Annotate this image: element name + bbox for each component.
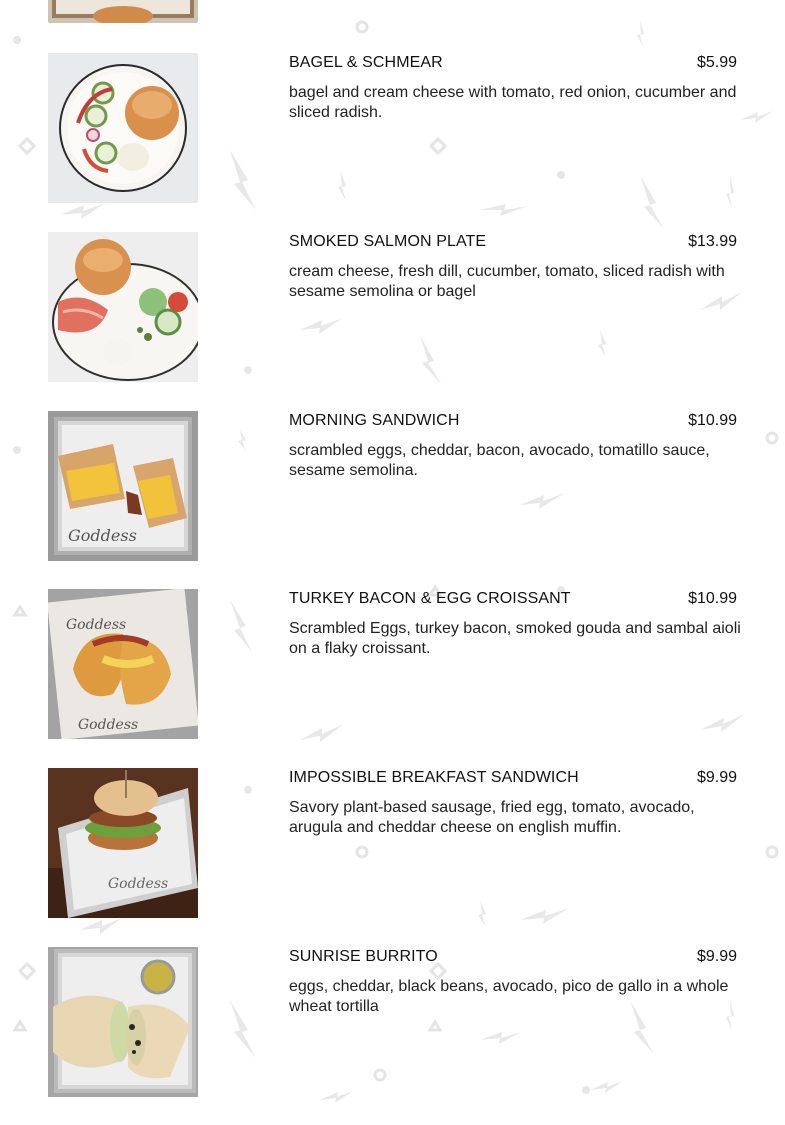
item-price: $9.99 bbox=[696, 948, 737, 965]
svg-text:Goddess: Goddess bbox=[78, 717, 139, 733]
previous-item-photo bbox=[48, 0, 198, 23]
bagel-schmear-photo bbox=[48, 53, 198, 203]
turkey-bacon-egg-croissant-photo bbox=[48, 589, 198, 739]
svg-text:Goddess: Goddess bbox=[66, 617, 127, 633]
item-name: TURKEY BACON & EGG CROISSANT bbox=[289, 590, 571, 607]
item-price: $9.99 bbox=[696, 769, 737, 786]
menu-item-bagel-schmear[interactable] bbox=[0, 53, 785, 203]
menu-item-turkey-bacon-egg-croissant[interactable] bbox=[0, 589, 785, 739]
svg-text:Goddess: Goddess bbox=[68, 526, 137, 545]
menu-item-sunrise-burrito[interactable] bbox=[0, 947, 785, 1097]
item-name: IMPOSSIBLE BREAKFAST SANDWICH bbox=[289, 769, 579, 786]
item-name: MORNING SANDWICH bbox=[289, 412, 460, 429]
item-name: SMOKED SALMON PLATE bbox=[289, 233, 487, 250]
item-description: Scrambled Eggs, turkey bacon, smoked gouda and sambal aioli on a flaky croissant. bbox=[289, 620, 741, 657]
item-price: $10.99 bbox=[688, 590, 737, 607]
smoked-salmon-plate-photo bbox=[48, 232, 198, 382]
menu-item-impossible-breakfast-sandwich[interactable] bbox=[0, 768, 785, 918]
sunrise-burrito-photo bbox=[48, 947, 198, 1097]
item-name: SUNRISE BURRITO bbox=[289, 948, 438, 965]
morning-sandwich-photo bbox=[48, 411, 198, 561]
item-price: $13.99 bbox=[688, 233, 737, 250]
menu-item-smoked-salmon-plate[interactable] bbox=[0, 232, 785, 382]
menu-item-morning-sandwich[interactable] bbox=[0, 411, 785, 561]
item-description: Savory plant-based sausage, fried egg, tomato, avocado, arugula and cheddar cheese on english muffin. bbox=[289, 799, 695, 836]
item-price: $10.99 bbox=[688, 412, 737, 429]
item-name: BAGEL & SCHMEAR bbox=[289, 54, 443, 71]
impossible-breakfast-sandwich-photo bbox=[48, 768, 198, 918]
item-description: cream cheese, fresh dill, cucumber, tomato, sliced radish with sesame semolina or bagel bbox=[289, 263, 725, 300]
item-price: $5.99 bbox=[696, 54, 737, 71]
item-description: eggs, cheddar, black beans, avocado, pico de gallo in a whole wheat tortilla bbox=[289, 978, 729, 1015]
item-description: bagel and cream cheese with tomato, red onion, cucumber and sliced radish. bbox=[289, 84, 737, 121]
svg-text:Goddess: Goddess bbox=[108, 876, 169, 892]
item-description: scrambled eggs, cheddar, bacon, avocado, tomatillo sauce, sesame semolina. bbox=[289, 442, 710, 479]
